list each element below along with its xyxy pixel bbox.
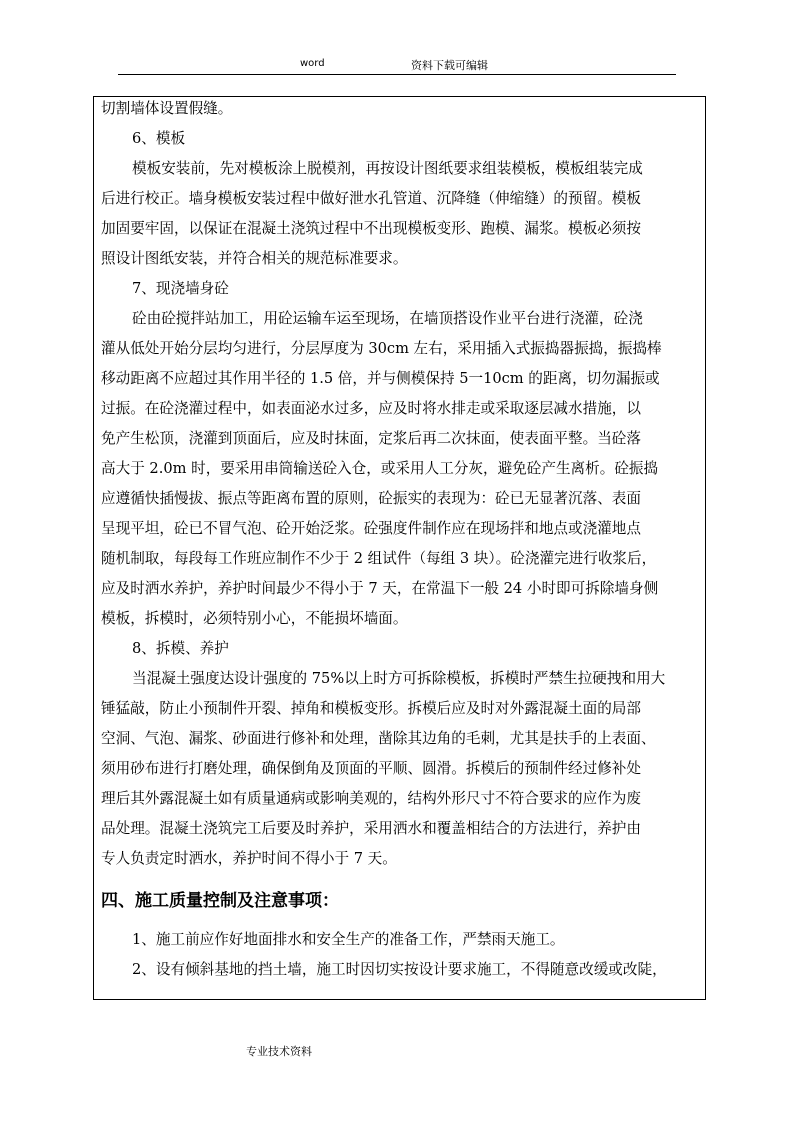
header-note: 资料下载可编辑	[411, 59, 488, 72]
text-line: 专人负责定时洒水，养护时间不得小于 7 天。	[101, 850, 397, 867]
footer-text: 专业技术资料	[246, 1045, 312, 1058]
text-line: 照设计图纸安装，并符合相关的规范标准要求。	[101, 250, 408, 267]
section-heading: 四、施工质量控制及注意事项：	[101, 891, 339, 911]
text-line: 灌从低处开始分层均匀进行，分层厚度为 30cm 左右，采用插入式振捣器振捣，振捣棒	[101, 340, 662, 357]
content-box	[93, 96, 706, 1000]
text-line: 品处理。混凝土浇筑完工后要及时养护，采用洒水和覆盖相结合的方法进行，养护由	[101, 820, 641, 837]
text-line: 须用砂布进行打磨处理，确保倒角及顶面的平顺、圆滑。拆模后的预制件经过修补处	[101, 760, 641, 777]
text-line: 应遵循快插慢拔、振点等距离布置的原则，砼振实的表现为：砼已无显著沉落、表面	[101, 490, 641, 507]
text-line: 免产生松顶，浇灌到顶面后，应及时抹面，定浆后再二次抹面，使表面平整。当砼落	[101, 430, 641, 447]
text-line: 过振。在砼浇灌过程中，如表面泌水过多，应及时将水排走或采取逐层减水措施，以	[101, 400, 641, 417]
text-line: 后进行校正。墙身模板安装过程中做好泄水孔管道、沉降缝（伸缩缝）的预留。模板	[101, 190, 641, 207]
text-line: 加固要牢固，以保证在混凝土浇筑过程中不出现模板变形、跑模、漏浆。模板必须按	[101, 220, 641, 237]
header-rule	[118, 74, 676, 75]
text-line: 理后其外露混凝土如有质量通病或影响美观的，结构外形尺寸不符合要求的应作为废	[101, 790, 641, 807]
header-word: word	[300, 58, 325, 69]
text-line: 空洞、气泡、漏浆、砂面进行修补和处理，凿除其边角的毛刺，尤其是扶手的上表面、	[101, 730, 656, 747]
text-line: 应及时洒水养护，养护时间最少不得小于 7 天，在常温下一般 24 小时即可拆除墙身侧	[101, 580, 659, 597]
text-line: 切割墙体设置假缝。	[101, 100, 233, 117]
text-line: 呈现平坦，砼已不冒气泡、砼开始泛浆。砼强度件制作应在现场拌和地点或浇灌地点	[101, 520, 641, 537]
section-title-demould: 8、拆模、养护	[132, 640, 229, 657]
section-title-formwork: 6、模板	[132, 130, 186, 147]
text-line: 随机制取，每段每工作班应制作不少于 2 组试件（每组 3 块）。砼浇灌完进行收浆后，	[101, 550, 657, 567]
text-line: 砼由砼搅拌站加工，用砼运输车运至现场，在墙顶搭设作业平台进行浇灌，砼浇	[132, 310, 643, 327]
section-title-cast-wall: 7、现浇墙身砼	[132, 280, 229, 297]
text-line: 当混凝土强度达设计强度的 75%以上时方可拆除模板，拆模时严禁生拉硬拽和用大	[132, 670, 666, 687]
text-line: 1、施工前应作好地面排水和安全生产的准备工作，严禁雨天施工。	[132, 931, 565, 948]
text-line: 移动距离不应超过其作用半径的 1.5 倍，并与侧模保持 5一10cm 的距离，切勿漏振或	[101, 370, 660, 387]
text-line: 模板安装前，先对模板涂上脱模剂，再按设计图纸要求组装模板，模板组装完成	[132, 160, 643, 177]
text-line: 2、设有倾斜基地的挡土墙，施工时因切实按设计要求施工，不得随意改缓或改陡，	[132, 961, 667, 978]
text-line: 模板，拆模时，必须特别小心，不能损坏墙面。	[101, 610, 408, 627]
text-line: 高大于 2.0m 时，要采用串筒输送砼入仓，或采用人工分灰，避免砼产生离析。砼振捣	[101, 460, 659, 477]
text-line: 锤猛敲，防止小预制件开裂、掉角和模板变形。拆模后应及时对外露混凝土面的局部	[101, 700, 641, 717]
